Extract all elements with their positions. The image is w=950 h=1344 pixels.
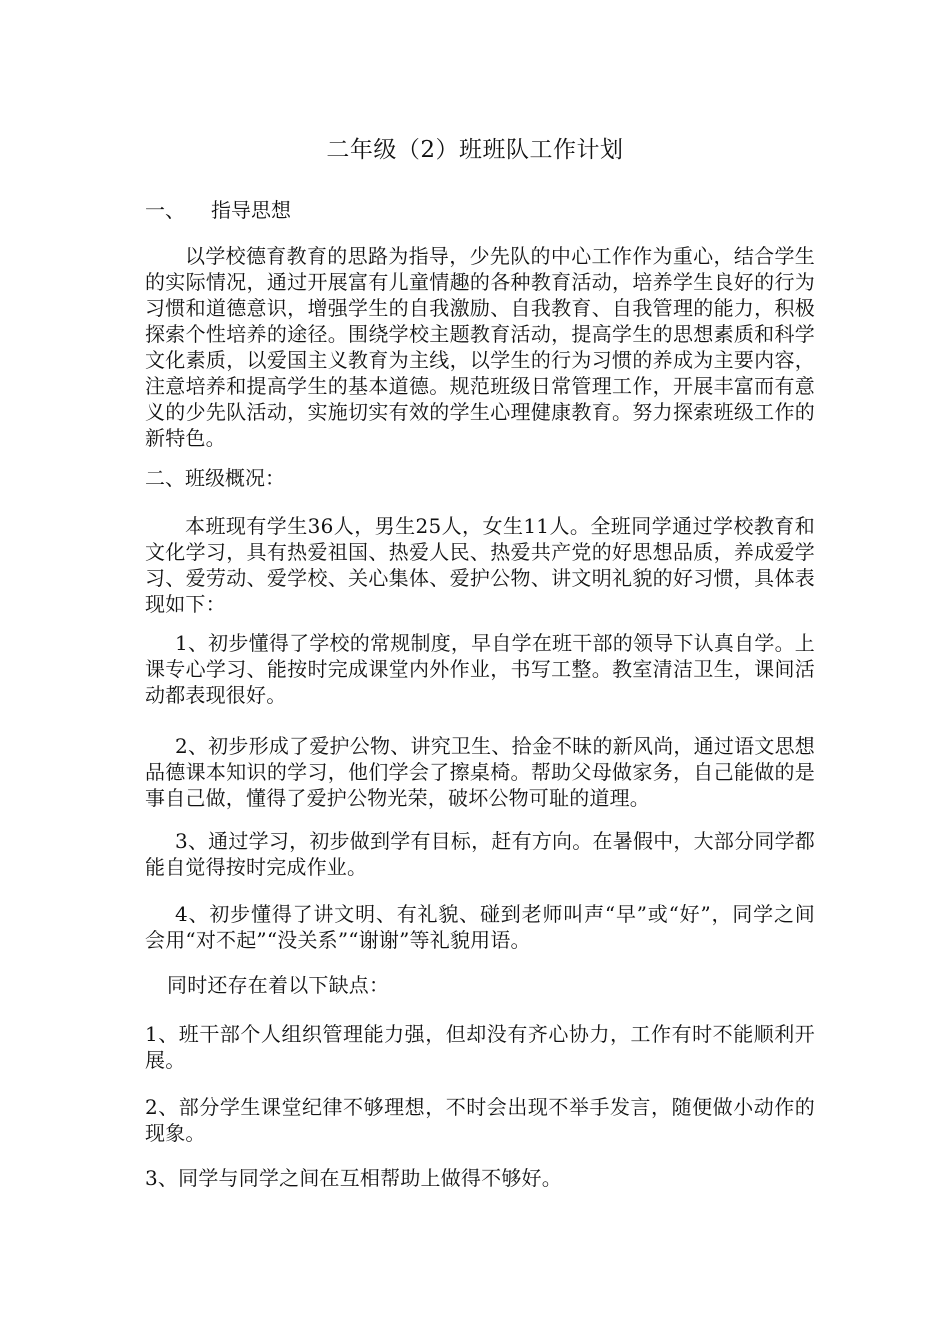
section-1-heading-text: 指导思想 (211, 198, 291, 222)
section-2-heading: 二、班级概况： (145, 466, 285, 490)
weakness-item-1: 1、班干部个人组织管理能力强，但却没有齐心协力，工作有时不能顺利开展。 (145, 1022, 815, 1072)
weakness-intro: 同时还存在着以下缺点： (167, 973, 390, 997)
weakness-item-2: 2、部分学生课堂纪律不够理想，不时会出现不举手发言，随便做小动作的现象。 (145, 1095, 815, 1145)
document-title: 二年级（2）班班队工作计划 (326, 137, 624, 163)
weakness-item-3: 3、同学与同学之间在互相帮助上做得不够好。 (145, 1166, 562, 1190)
strength-item-1: 1、初步懂得了学校的常规制度，早自学在班干部的领导下认真自学。上课专心学习、能按时完成课堂内外作业，书写工整。教室清洁卫生，课间活动都表现很好。 (145, 631, 815, 707)
strength-item-2: 2、初步形成了爱护公物、讲究卫生、拾金不昧的新风尚，通过语文思想品德课本知识的学习，他们学会了擦桌椅。帮助父母做家务，自己能做的是事自己做，懂得了爱护公物光荣，破坏公物可耻的道理。 (145, 734, 815, 810)
section-1-number: 一、 (145, 198, 185, 222)
guiding-ideology-paragraph: 以学校德育教育的思路为指导，少先队的中心工作作为重心，结合学生的实际情况，通过开展富有儿童情趣的各种教育活动，培养学生良好的行为习惯和道德意识，增强学生的自我激励、自我教育、自我管理的能力，积极探索个性培养的途径。围绕学校主题教育活动，提高学生的思想素质和科学文化素质，以爱国主义教育为主线，以学生的行为习惯的养成为主要内容，注意培养和提高学生的基本道德。规范班级日常管理工作，开展丰富而有意义的少先队活动，实施切实有效的学生心理健康教育。努力探索班级工作的新特色。 (145, 244, 815, 450)
strength-item-3: 3、通过学习，初步做到学有目标，赶有方向。在暑假中，大部分同学都能自觉得按时完成作业。 (145, 829, 815, 879)
section-1-heading (145, 196, 291, 224)
strength-item-4: 4、初步懂得了讲文明、有礼貌、碰到老师叫声“早”或“好”，同学之间会用“对不起”“没关系”“谢谢”等礼貌用语。 (145, 902, 815, 952)
class-overview-paragraph: 本班现有学生36人，男生25人，女生11人。全班同学通过学校教育和文化学习，具有热爱祖国、热爱人民、热爱共产党的好思想品质，养成爱学习、爱劳动、爱学校、关心集体、爱护公物、讲文明礼貌的好习惯，具体表现如下： (145, 514, 815, 616)
